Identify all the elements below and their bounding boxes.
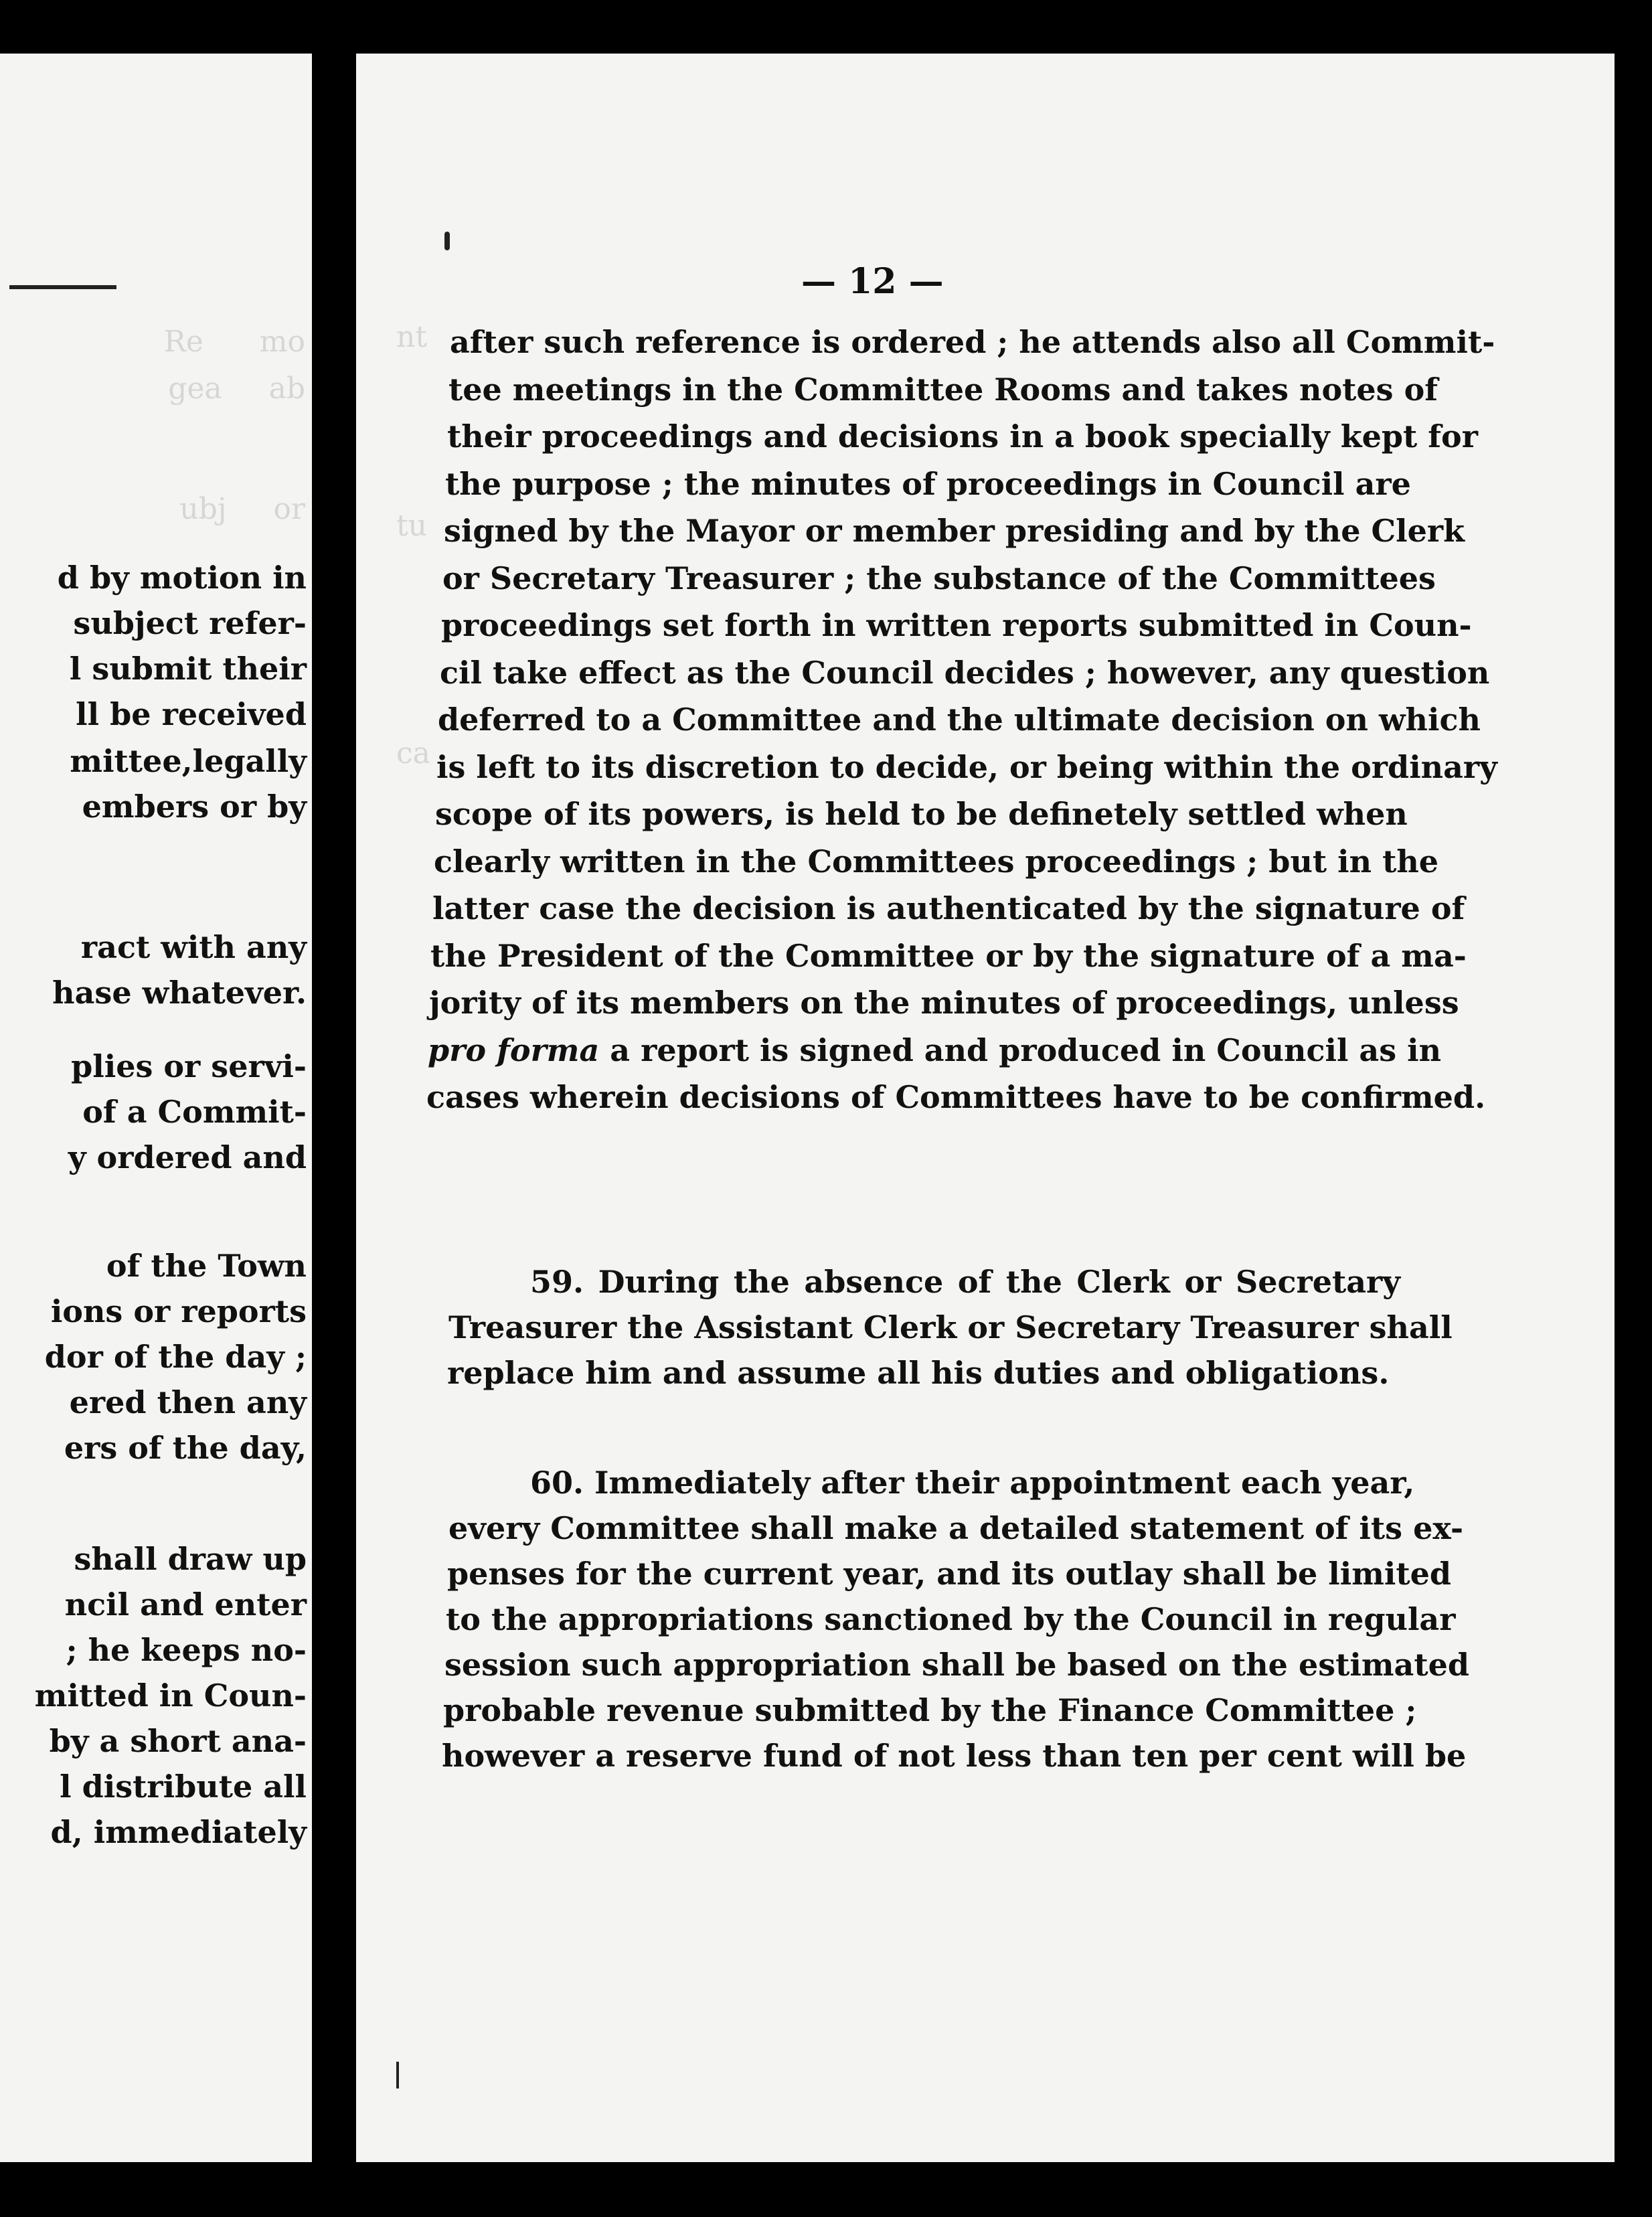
paragraph_1-line: pro forma a report is signed and produced in Council as in: [428, 1032, 1442, 1068]
left-text-line: l distribute all: [60, 1769, 307, 1805]
paragraph_2-line: Treasurer the Assistant Clerk or Secretary Treasurer shall: [448, 1309, 1453, 1345]
show-through-text: tu: [396, 509, 428, 543]
paragraph_2-line: 59. During the absence of the Clerk or Secretary: [530, 1264, 1400, 1300]
ink-mark: [9, 285, 116, 289]
paragraph_3-line: 60. Immediately after their appointment each year,: [530, 1465, 1415, 1501]
left-text-line: of the Town: [106, 1248, 307, 1284]
left-text-line: y ordered and: [68, 1139, 307, 1175]
left-page: [0, 54, 312, 2162]
paragraph_1-line: cases wherein decisions of Committees have to be confirmed.: [426, 1079, 1486, 1115]
page-number: — 12 —: [801, 261, 944, 302]
left-text-line: plies or servi-: [71, 1048, 307, 1084]
left-text-line: dor of the day ;: [44, 1339, 307, 1375]
show-through-text: ca: [396, 736, 430, 770]
left-text-line: of a Commit-: [82, 1094, 307, 1130]
paragraph_1-line: jority of its members on the minutes of proceedings, unless: [429, 985, 1459, 1021]
left-text-line: ; he keeps no-: [66, 1632, 307, 1668]
left-text-line: l submit their: [69, 651, 307, 687]
right-page: [356, 54, 1615, 2162]
paragraph_1-line: clearly written in the Committees proceedings ; but in the: [434, 843, 1439, 880]
paragraph_3-line: to the appropriations sanctioned by the Council in regular: [446, 1601, 1456, 1637]
paragraph_1-line: after such reference is ordered ; he attends also all Commit-: [450, 324, 1495, 360]
left-text-line: ll be received: [76, 696, 307, 732]
left-text-line: embers or by: [82, 789, 307, 825]
paragraph_1-line: the President of the Committee or by the signature of a ma-: [430, 937, 1467, 974]
show-through-text: nt: [396, 320, 428, 354]
paragraph_1-line: cil take effect as the Council decides ; however, any question: [440, 654, 1490, 691]
page-gutter: [312, 0, 356, 2217]
paragraph_1-line: their proceedings and decisions in a book specially kept for: [447, 418, 1478, 455]
ink-dot: [444, 232, 450, 250]
show-through-text: Re mo: [163, 325, 305, 359]
left-text-line: shall draw up: [74, 1541, 307, 1577]
paragraph_1-line: or Secretary Treasurer ; the substance of the Committees: [442, 560, 1436, 596]
left-text-line: ions or reports: [50, 1293, 307, 1329]
left-text-line: d by motion in: [57, 560, 307, 596]
paragraph_1-line: is left to its discretion to decide, or being within the ordinary: [436, 748, 1497, 785]
paragraph_1-line: proceedings set forth in written reports submitted in Coun-: [441, 607, 1472, 643]
paragraph_3-line: every Committee shall make a detailed statement of its ex-: [448, 1510, 1464, 1546]
paragraph_1-line: signed by the Mayor or member presiding and by the Clerk: [444, 513, 1465, 549]
left-text-line: ered then any: [69, 1384, 307, 1420]
left-text-line: d, immediately: [50, 1814, 307, 1850]
show-through-text: gea ab: [168, 372, 305, 406]
left-text-line: ncil and enter: [64, 1586, 307, 1623]
paragraph_2-line: replace him and assume all his duties and obligations.: [447, 1355, 1390, 1391]
left-text-line: mittee,legally: [70, 743, 307, 779]
left-text-line: ract with any: [80, 929, 307, 965]
left-text-line: by a short ana-: [49, 1723, 307, 1759]
paragraph_1-line: scope of its powers, is held to be definetely settled when: [435, 796, 1408, 832]
paragraph_3-line: session such appropriation shall be based on the estimated: [444, 1647, 1470, 1683]
left-text-line: hase whatever.: [52, 975, 307, 1011]
paragraph_1-line: latter case the decision is authenticated by the signature of: [432, 890, 1465, 926]
paragraph_3-line: penses for the current year, and its outlay shall be limited: [447, 1556, 1452, 1592]
ink-mark: [396, 2062, 399, 2088]
paragraph_3-line: probable revenue submitted by the Finance Committee ;: [443, 1692, 1417, 1728]
paragraph_3-line: however a reserve fund of not less than ten per cent will be: [442, 1738, 1467, 1774]
left-text-line: mitted in Coun-: [34, 1677, 307, 1714]
left-text-line: ers of the day,: [64, 1430, 307, 1466]
left-text-line: subject refer-: [73, 605, 307, 641]
paragraph_1-line: the purpose ; the minutes of proceedings in Council are: [445, 465, 1411, 502]
show-through-text: ubj or: [179, 492, 305, 526]
paragraph_1-line: tee meetings in the Committee Rooms and takes notes of: [448, 371, 1438, 408]
paragraph_1-line: deferred to a Committee and the ultimate decision on which: [438, 702, 1481, 738]
